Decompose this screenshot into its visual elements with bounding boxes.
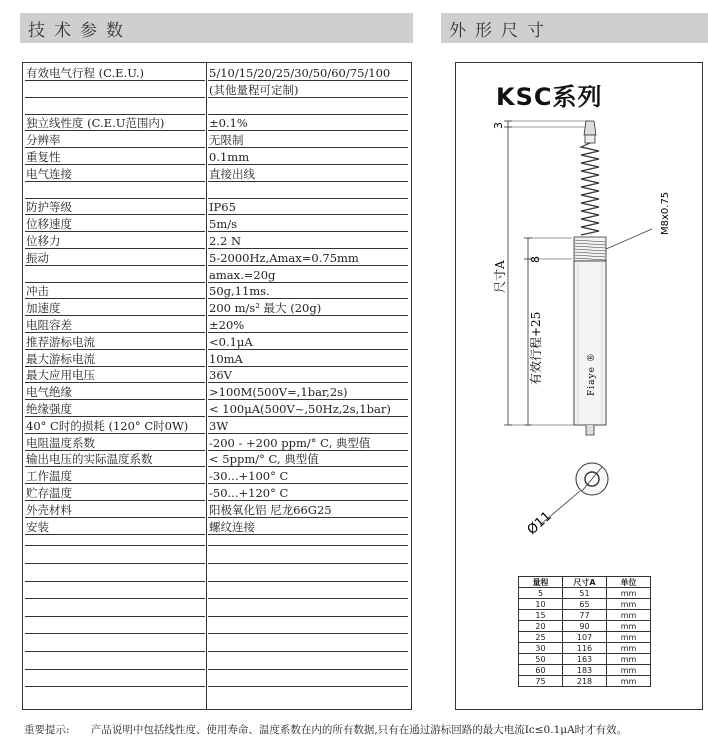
spec-label: 独立线性度 (C.E.U范围内) [26,116,165,131]
empty-ruled-line [25,598,205,599]
size-table-cell: mm [607,599,651,610]
empty-ruled-line [208,563,408,564]
size-table-cell: 50 [519,654,563,665]
spec-value: 3W [209,418,229,433]
spec-header-title: 技术参数 [28,20,132,41]
spec-row [23,401,411,417]
spec-value: < 5ppm/° C, 典型值 [209,452,319,467]
spec-value [209,183,409,199]
spec-value: 5-2000Hz,Amax=0.75mm [209,250,359,265]
spec-label [26,99,204,115]
spec-value: <0.1μA [209,334,253,349]
size-table-row [519,643,651,654]
spec-row [23,418,411,434]
spec-label: 分辨率 [26,133,61,148]
spec-value: 2.2 N [209,234,242,248]
spring-shape [581,143,599,235]
size-table-row [519,610,651,621]
spec-label: 冲击 [26,284,49,299]
spec-row [23,183,411,199]
size-table-cell: mm [607,632,651,643]
empty-ruled-line [25,545,205,546]
spec-row [23,283,411,299]
spec-label: 安装 [26,519,49,534]
spec-value: 无限制 [209,133,244,148]
spec-value: IP65 [209,200,236,215]
size-table-cell: 116 [563,643,607,654]
empty-ruled-line [25,669,205,670]
empty-ruled-line [25,581,205,582]
dim-thread-length-label: 8 [529,256,542,263]
spec-label: 电阻温度系数 [26,435,95,450]
spec-label: 贮存温度 [26,486,72,500]
empty-ruled-line [208,669,408,670]
spec-row [23,267,411,283]
spec-row [23,99,411,115]
spec-row [23,300,411,316]
spec-label [26,183,204,199]
size-table-row [519,654,651,665]
size-table-cell: 218 [563,676,607,687]
size-table-cell: 30 [519,643,563,654]
spec-row [23,334,411,350]
size-table-cell: mm [607,654,651,665]
spec-row [23,468,411,484]
dimension-drawing-panel [455,62,703,710]
size-table-header: 单位 [607,577,651,588]
sensor-drawing [456,63,704,563]
spec-row [23,317,411,333]
size-table-cell: 15 [519,610,563,621]
spec-value: >100M(500V=,1bar,2s) [209,385,348,400]
size-table-cell: 10 [519,599,563,610]
size-table-cell: mm [607,665,651,676]
size-table-cell: 107 [563,632,607,643]
size-table-row [519,588,651,599]
size-table-cell: 77 [563,610,607,621]
dim-top-label: 3 [492,122,505,129]
spec-label: 加速度 [26,301,61,316]
spec-row [23,502,411,518]
diameter-label: Ø11 [524,508,555,538]
size-table-cell: mm [607,588,651,599]
size-table-cell: 20 [519,621,563,632]
spec-value: amax.=20g [209,267,276,282]
spec-label: 推荐游标电流 [26,334,95,349]
spec-label: 工作温度 [26,469,72,484]
spec-value: 10mA [209,351,243,366]
spec-row [23,166,411,182]
size-table-cell: 90 [563,621,607,632]
spec-label: 输出电压的实际温度系数 [26,452,153,467]
spec-label: 最大游标电流 [26,351,95,366]
size-table-cell: mm [607,643,651,654]
size-table-row [519,676,651,687]
spec-value: -200 - +200 ppm/° C, 典型值 [209,435,371,450]
spec-row [23,519,411,535]
spec-label: 40° C时的损耗 (120° C时0W) [26,418,189,433]
spec-value: < 100μA(500V~,50Hz,2s,1bar) [209,402,391,416]
spec-value: 螺纹连接 [209,519,255,534]
dimension-header-title: 外形尺寸 [449,20,553,41]
spec-row [23,216,411,232]
spec-row [23,485,411,501]
brand-label: Fiaye ® [587,352,597,396]
size-a-label: 尺寸A [493,260,507,293]
spec-label: 最大应用电压 [26,368,95,383]
empty-ruled-line [25,563,205,564]
size-table-cell: 60 [519,665,563,676]
size-table-row [519,665,651,676]
spec-label: 电阻容差 [26,318,72,332]
spec-value: 直接出线 [209,166,255,181]
footnote [24,722,627,737]
empty-ruled-line [25,616,205,617]
spec-row [23,132,411,148]
size-table [518,576,651,687]
spec-label: 绝缘强度 [26,402,72,416]
empty-ruled-line [25,633,205,634]
size-table-cell: 163 [563,654,607,665]
empty-ruled-line [208,633,408,634]
empty-ruled-line [208,598,408,599]
spec-value: -50...+120° C [209,486,289,500]
dimension-header [441,13,708,43]
empty-ruled-line [208,616,408,617]
spec-header [20,13,413,43]
spec-row [23,367,411,383]
spec-value: 200 m/s² 最大 (20g) [209,301,322,316]
spec-row [23,435,411,451]
spec-label: 位移力 [26,234,61,248]
series-title: KSC系列 [496,83,603,111]
spec-value: 0.1mm [209,150,250,164]
size-table-cell: mm [607,610,651,621]
size-table-cell: 51 [563,588,607,599]
spec-value: ±20% [209,318,245,332]
sensor-body-shape [574,261,606,425]
size-table-cell: 65 [563,599,607,610]
spec-value: 阳极氧化铝 尼龙66G25 [209,502,332,517]
size-table-cell: 25 [519,632,563,643]
size-table-cell: 183 [563,665,607,676]
spec-value: 50g,11ms. [209,284,270,299]
spec-value: 5m/s [209,217,237,232]
spec-row [23,351,411,367]
stroke-label: 有效行程+25 [529,311,543,385]
spec-label: 振动 [26,250,49,265]
thread-label: M8x0.75 [660,191,671,235]
empty-ruled-line [208,581,408,582]
spec-value: -30...+100° C [209,469,289,484]
spec-row [23,149,411,165]
empty-ruled-line [208,686,408,687]
spec-label: 外壳材料 [26,502,72,517]
spec-value [209,99,409,115]
size-table-row [519,599,651,610]
size-table-header: 量程 [519,577,563,588]
spec-table [22,62,412,710]
size-table-row [519,632,651,643]
spec-row [23,233,411,249]
spec-label [26,82,204,98]
empty-ruled-line [208,651,408,652]
spec-row [23,451,411,467]
spec-label: 电气绝缘 [26,385,72,400]
spec-label: 位移速度 [26,217,72,232]
spec-row [23,250,411,266]
spec-label: 重复性 [26,150,61,164]
size-table-header: 尺寸A [563,577,607,588]
size-table-cell: mm [607,621,651,632]
spec-row [23,115,411,131]
footnote-text: 产品说明中包括线性度、使用寿命、温度系数在内的所有数据,只有在通过游标回路的最大电流Ic≤0.1μA时才有效。 [90,724,628,736]
spec-value: 5/10/15/20/25/30/50/60/75/100 [209,66,391,80]
size-table-cell: 5 [519,588,563,599]
spec-value: 36V [209,368,232,383]
empty-ruled-line [25,651,205,652]
size-table-cell: 75 [519,676,563,687]
size-table-cell: mm [607,676,651,687]
spec-value: ±0.1% [209,116,248,131]
spec-row [23,384,411,400]
spec-row [23,65,411,81]
empty-ruled-line [25,686,205,687]
spec-label: 防护等级 [26,200,72,215]
spec-label: 有效电气行程 (C.E.U.) [26,66,145,80]
spec-label: 电气连接 [26,166,72,181]
footnote-label: 重要提示: [24,724,70,736]
empty-ruled-line [208,545,408,546]
spec-value: (其他量程可定制) [209,82,299,97]
spec-row [23,199,411,215]
spec-label [26,267,204,283]
size-table-row [519,621,651,632]
rod-tip-shape [584,121,596,135]
spec-row [23,82,411,98]
